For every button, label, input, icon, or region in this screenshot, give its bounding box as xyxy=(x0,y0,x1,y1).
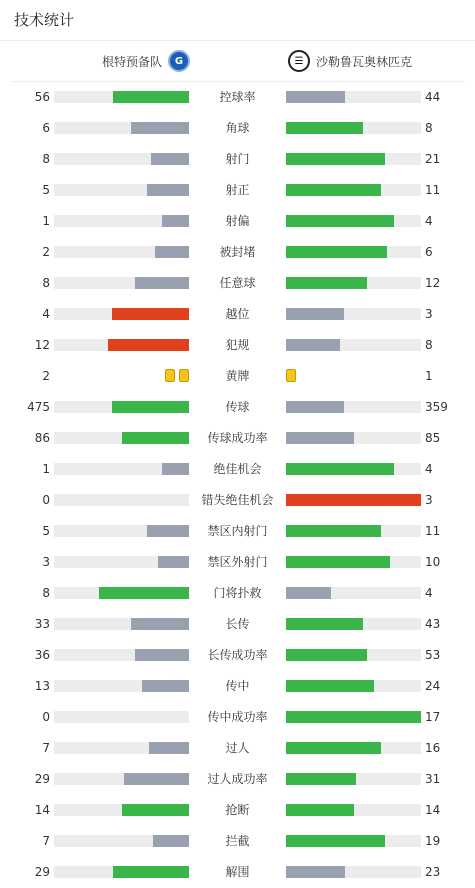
stat-label: 被封堵 xyxy=(219,245,256,259)
home-value: 13 xyxy=(34,679,50,693)
stat-row xyxy=(0,857,475,888)
home-value: 0 xyxy=(42,710,50,724)
away-bar-fill xyxy=(286,308,344,320)
away-bar-track xyxy=(286,680,421,692)
yellow-card-icon xyxy=(286,369,296,382)
stat-row xyxy=(0,361,475,392)
away-bar-fill xyxy=(286,866,345,878)
home-bar-track xyxy=(54,525,189,537)
home-value: 8 xyxy=(42,276,50,290)
stat-label: 错失绝佳机会 xyxy=(201,493,274,507)
yellow-card-icon xyxy=(179,369,189,382)
stat-label: 越位 xyxy=(225,307,250,321)
away-value: 11 xyxy=(425,183,441,197)
home-bar-track xyxy=(54,835,189,847)
home-bar-fill xyxy=(122,432,190,444)
away-bar-fill xyxy=(286,773,356,785)
away-value: 12 xyxy=(425,276,441,290)
home-value: 5 xyxy=(42,524,50,538)
away-value: 23 xyxy=(425,865,441,879)
stat-row xyxy=(0,392,475,423)
stat-row xyxy=(0,547,475,578)
away-bar-track xyxy=(286,773,421,785)
away-bar-fill xyxy=(286,277,367,289)
stat-row xyxy=(0,516,475,547)
home-bar-track xyxy=(54,215,189,227)
home-bar-fill xyxy=(112,401,189,413)
away-bar-fill xyxy=(286,556,390,568)
home-bar-track xyxy=(54,184,189,196)
home-bar-track xyxy=(54,246,189,258)
away-bar-track xyxy=(286,556,421,568)
home-bar-fill xyxy=(162,463,189,475)
away-value: 6 xyxy=(425,245,433,259)
stat-label: 绝佳机会 xyxy=(213,462,262,476)
away-bar-fill xyxy=(286,91,345,103)
home-bar-fill xyxy=(99,587,189,599)
away-bar-fill xyxy=(286,463,394,475)
stat-row xyxy=(0,454,475,485)
away-cards xyxy=(286,369,296,382)
stat-label: 角球 xyxy=(225,121,250,135)
away-value: 359 xyxy=(425,400,448,414)
away-bar-fill xyxy=(286,711,421,723)
home-value: 2 xyxy=(42,369,50,383)
away-bar-track xyxy=(286,308,421,320)
home-bar-fill xyxy=(108,339,189,351)
away-bar-track xyxy=(286,866,421,878)
away-bar-track xyxy=(286,432,421,444)
home-team xyxy=(10,50,190,72)
home-bar-fill xyxy=(124,773,189,785)
home-value: 7 xyxy=(42,741,50,755)
away-bar-track xyxy=(286,122,421,134)
home-bar-track xyxy=(54,277,189,289)
stat-row xyxy=(0,330,475,361)
home-value: 1 xyxy=(42,214,50,228)
home-bar-track xyxy=(54,742,189,754)
stat-label: 射门 xyxy=(225,152,250,166)
stat-label: 过人 xyxy=(225,741,250,755)
page-title: 技术统计 xyxy=(0,0,475,41)
away-bar-fill xyxy=(286,246,387,258)
home-value: 8 xyxy=(42,586,50,600)
away-value: 1 xyxy=(425,369,433,383)
home-bar-fill xyxy=(147,184,189,196)
away-value: 16 xyxy=(425,741,441,755)
home-value: 4 xyxy=(42,307,50,321)
stat-row xyxy=(0,826,475,857)
away-bar-fill xyxy=(286,835,385,847)
away-bar-fill xyxy=(286,401,344,413)
home-value: 36 xyxy=(34,648,50,662)
away-bar-fill xyxy=(286,215,394,227)
home-bar-track xyxy=(54,153,189,165)
away-value: 4 xyxy=(425,214,433,228)
stat-row xyxy=(0,733,475,764)
stat-label: 控球率 xyxy=(219,90,256,104)
away-bar-track xyxy=(286,184,421,196)
away-bar-fill xyxy=(286,680,374,692)
stat-label: 传球 xyxy=(225,400,250,414)
home-value: 29 xyxy=(34,865,50,879)
home-bar-track xyxy=(54,649,189,661)
away-bar-track xyxy=(286,246,421,258)
home-bar-track xyxy=(54,587,189,599)
away-team-name: 沙勒鲁瓦奥林匹克 xyxy=(316,54,413,69)
home-bar-track xyxy=(54,804,189,816)
away-value: 3 xyxy=(425,493,433,507)
away-bar-track xyxy=(286,91,421,103)
yellow-card-icon xyxy=(165,369,175,382)
away-bar-track xyxy=(286,711,421,723)
stats-list xyxy=(0,82,475,888)
home-bar-fill xyxy=(135,649,189,661)
away-value: 85 xyxy=(425,431,441,445)
home-bar-track xyxy=(54,339,189,351)
away-value: 24 xyxy=(425,679,441,693)
home-bar-fill xyxy=(162,215,189,227)
away-value: 4 xyxy=(425,586,433,600)
stat-label: 解围 xyxy=(225,865,250,879)
away-bar-track xyxy=(286,649,421,661)
away-value: 11 xyxy=(425,524,441,538)
away-value: 19 xyxy=(425,834,441,848)
away-team-logo-icon: ☰ xyxy=(288,50,310,72)
away-bar-track xyxy=(286,277,421,289)
away-bar-track xyxy=(286,339,421,351)
away-bar-track xyxy=(286,587,421,599)
away-value: 31 xyxy=(425,772,441,786)
away-team xyxy=(288,50,412,72)
stat-row xyxy=(0,299,475,330)
home-bar-track xyxy=(54,463,189,475)
home-bar-track xyxy=(54,308,189,320)
away-bar-track xyxy=(286,463,421,475)
away-bar-track xyxy=(286,804,421,816)
stat-label: 射正 xyxy=(225,183,250,197)
home-team-logo-icon: G xyxy=(168,50,190,72)
away-bar-track xyxy=(286,742,421,754)
home-bar-fill xyxy=(135,277,189,289)
home-bar-fill xyxy=(153,835,189,847)
home-value: 1 xyxy=(42,462,50,476)
home-bar-track xyxy=(54,618,189,630)
away-bar-fill xyxy=(286,618,363,630)
home-bar-fill xyxy=(113,91,189,103)
home-value: 0 xyxy=(42,493,50,507)
home-value: 8 xyxy=(42,152,50,166)
home-bar-fill xyxy=(131,122,189,134)
away-value: 14 xyxy=(425,803,441,817)
away-value: 4 xyxy=(425,462,433,476)
home-bar-track xyxy=(54,401,189,413)
stat-label: 犯规 xyxy=(225,338,250,352)
home-value: 33 xyxy=(34,617,50,631)
away-value: 3 xyxy=(425,307,433,321)
stat-row xyxy=(0,237,475,268)
away-bar-track xyxy=(286,835,421,847)
away-value: 17 xyxy=(425,710,441,724)
stat-label: 任意球 xyxy=(219,276,256,290)
home-value: 86 xyxy=(34,431,50,445)
stat-row xyxy=(0,144,475,175)
away-value: 10 xyxy=(425,555,441,569)
home-value: 56 xyxy=(34,90,50,104)
away-value: 8 xyxy=(425,121,433,135)
stat-label: 传球成功率 xyxy=(207,431,268,445)
away-bar-fill xyxy=(286,742,381,754)
away-bar-fill xyxy=(286,587,331,599)
stat-row xyxy=(0,206,475,237)
stat-row xyxy=(0,609,475,640)
away-bar-track xyxy=(286,215,421,227)
stat-label: 射偏 xyxy=(225,214,250,228)
away-bar-fill xyxy=(286,184,381,196)
home-value: 6 xyxy=(42,121,50,135)
home-bar-fill xyxy=(131,618,189,630)
home-value: 5 xyxy=(42,183,50,197)
home-value: 3 xyxy=(42,555,50,569)
stat-row xyxy=(0,764,475,795)
away-value: 21 xyxy=(425,152,441,166)
home-value: 7 xyxy=(42,834,50,848)
stat-row xyxy=(0,671,475,702)
teams-header xyxy=(10,41,465,82)
away-bar-track xyxy=(286,153,421,165)
home-bar-track xyxy=(54,494,189,506)
away-value: 53 xyxy=(425,648,441,662)
away-bar-fill xyxy=(286,804,354,816)
away-bar-fill xyxy=(286,339,340,351)
home-bar-fill xyxy=(147,525,189,537)
away-bar-track xyxy=(286,401,421,413)
stat-row xyxy=(0,485,475,516)
home-value: 12 xyxy=(34,338,50,352)
stat-row xyxy=(0,702,475,733)
home-bar-track xyxy=(54,711,189,723)
away-bar-fill xyxy=(286,649,367,661)
stat-label: 传中 xyxy=(225,679,250,693)
home-team-name: 根特预备队 xyxy=(101,54,162,69)
away-bar-fill xyxy=(286,494,421,506)
stat-label: 长传 xyxy=(225,617,250,631)
home-bar-fill xyxy=(151,153,189,165)
home-value: 14 xyxy=(34,803,50,817)
stat-label: 禁区外射门 xyxy=(207,555,268,569)
away-bar-fill xyxy=(286,122,363,134)
home-bar-fill xyxy=(149,742,190,754)
home-bar-fill xyxy=(142,680,189,692)
home-value: 475 xyxy=(27,400,50,414)
stat-row xyxy=(0,82,475,113)
stat-row xyxy=(0,578,475,609)
stat-row xyxy=(0,795,475,826)
stat-row xyxy=(0,175,475,206)
away-bar-fill xyxy=(286,432,354,444)
away-bar-track xyxy=(286,494,421,506)
stat-row xyxy=(0,113,475,144)
home-cards xyxy=(165,369,189,382)
stat-label: 长传成功率 xyxy=(207,648,268,662)
away-value: 8 xyxy=(425,338,433,352)
stat-label: 拦截 xyxy=(225,834,250,848)
home-bar-track xyxy=(54,680,189,692)
stat-label: 传中成功率 xyxy=(207,710,268,724)
home-bar-fill xyxy=(155,246,189,258)
stat-label: 抢断 xyxy=(225,803,250,817)
home-bar-fill xyxy=(113,866,189,878)
away-bar-fill xyxy=(286,525,381,537)
home-bar-track xyxy=(54,91,189,103)
away-bar-track xyxy=(286,618,421,630)
home-bar-track xyxy=(54,773,189,785)
away-bar-track xyxy=(286,525,421,537)
home-bar-fill xyxy=(112,308,189,320)
stat-label: 黄牌 xyxy=(225,369,250,383)
home-bar-track xyxy=(54,432,189,444)
home-bar-fill xyxy=(158,556,189,568)
home-bar-track xyxy=(54,122,189,134)
away-value: 43 xyxy=(425,617,441,631)
stat-row xyxy=(0,268,475,299)
stat-row xyxy=(0,423,475,454)
home-bar-track xyxy=(54,556,189,568)
stat-label: 禁区内射门 xyxy=(207,524,268,538)
away-value: 44 xyxy=(425,90,441,104)
home-value: 29 xyxy=(34,772,50,786)
home-bar-fill xyxy=(122,804,190,816)
stat-row xyxy=(0,640,475,671)
home-bar-track xyxy=(54,866,189,878)
stat-label: 过人成功率 xyxy=(207,772,268,786)
away-bar-fill xyxy=(286,153,385,165)
home-value: 2 xyxy=(42,245,50,259)
stat-label: 门将扑救 xyxy=(213,586,262,600)
